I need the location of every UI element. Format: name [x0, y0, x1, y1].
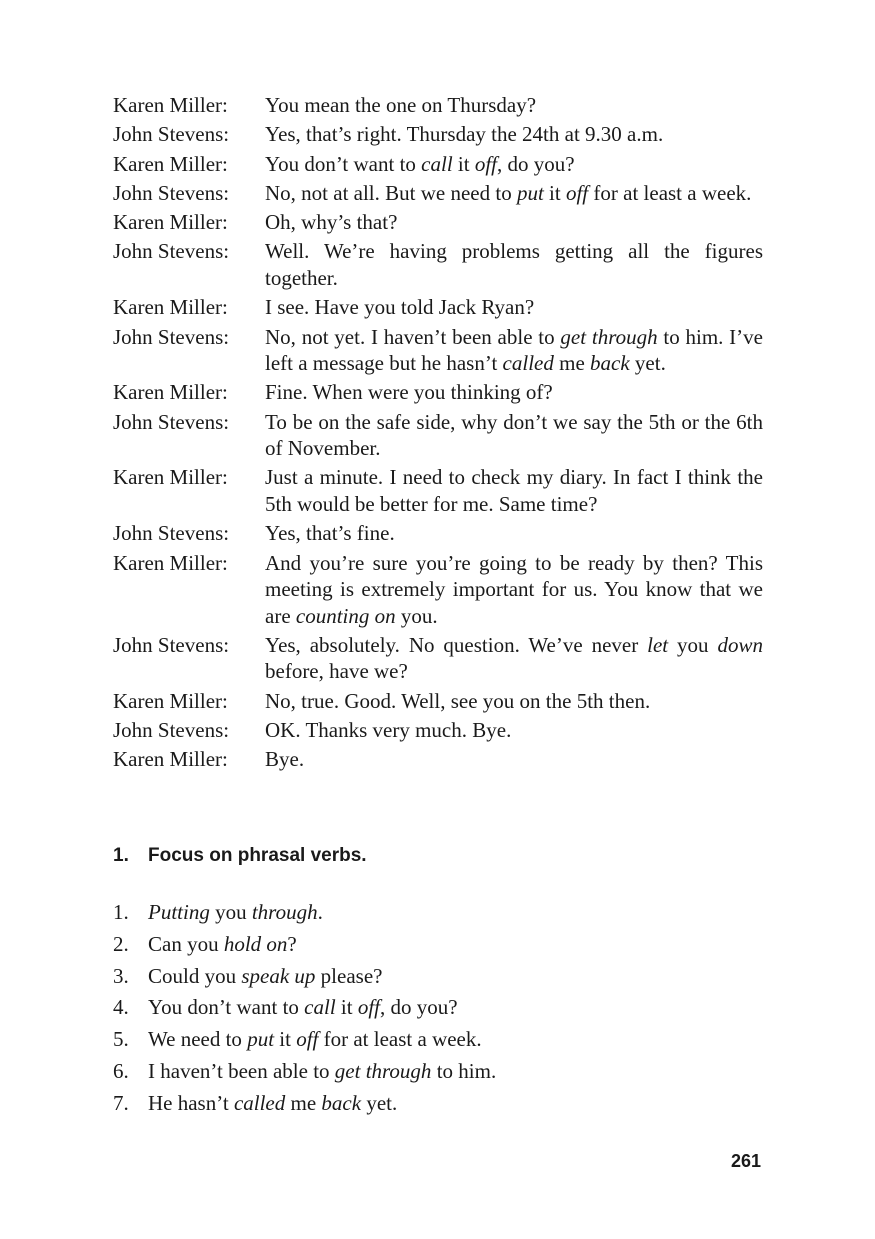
speaker-name: Karen Miller:: [113, 380, 228, 405]
phrasal-verb: Putting: [148, 900, 210, 924]
phrasal-verb: hold on: [223, 931, 288, 956]
text-segment: you: [668, 632, 718, 657]
phrasal-verb: get through: [560, 324, 658, 349]
speaker-name: John Stevens:: [113, 122, 230, 147]
text-segment: We need to: [148, 1027, 248, 1052]
text-segment: to him. I’ve left a message but he hasn’t: [265, 324, 763, 376]
speech-text: [265, 180, 763, 207]
text-segment: Well. We’re having problems getting all the figures together.: [265, 239, 763, 290]
item-text: [148, 1026, 482, 1053]
text-segment: you.: [395, 603, 438, 628]
text-segment: please?: [315, 963, 383, 988]
text-segment: You don’t want to: [148, 995, 305, 1020]
text-segment: Fine. When were you thinking of?: [265, 380, 553, 405]
speaker-name: John Stevens:: [113, 324, 230, 349]
phrasal-verb: get through: [334, 1058, 432, 1083]
dialogue-line: [113, 92, 763, 119]
exercise-item: [113, 1026, 496, 1053]
speaker-name: Karen Miller:: [113, 151, 228, 176]
text-segment: Yes, absolutely. No question. We’ve never: [265, 632, 648, 657]
dialogue-line: [113, 324, 763, 377]
dialogue: [113, 92, 763, 776]
speaker-name: Karen Miller:: [113, 465, 228, 490]
speech-text: [265, 409, 763, 462]
phrasal-verb: call: [304, 995, 336, 1020]
speaker-name: John Stevens:: [113, 180, 230, 205]
text-segment: to him.: [431, 1058, 497, 1083]
speaker-name: Karen Miller:: [113, 550, 228, 575]
dialogue-line: [113, 520, 763, 547]
phrasal-verb: called: [233, 1090, 286, 1115]
exercise-item: [113, 1090, 496, 1117]
item-number: 7.: [113, 1090, 129, 1115]
phrasal-verb: call: [421, 151, 453, 176]
speaker-name: John Stevens:: [113, 632, 230, 657]
speaker-name: John Stevens:: [113, 239, 230, 264]
item-text: [148, 931, 297, 958]
speech-text: [265, 550, 763, 630]
speech-text: [265, 92, 763, 119]
text-segment: you: [209, 900, 252, 924]
speaker-name: Karen Miller:: [113, 210, 228, 235]
dialogue-line: [113, 632, 763, 685]
text-segment: Could you: [148, 963, 242, 988]
text-segment: before, have we?: [265, 659, 408, 684]
text-segment: No, true. Good. Well, see you on the 5th then.: [265, 688, 651, 713]
dialogue-line: [113, 151, 763, 178]
speech-text: [265, 688, 763, 715]
item-number: 5.: [113, 1027, 129, 1052]
speech-text: [265, 294, 763, 321]
item-number: 3.: [113, 963, 129, 988]
speech-text: [265, 151, 763, 178]
dialogue-line: [113, 464, 763, 517]
text-segment: ?: [287, 931, 297, 956]
text-segment: it: [452, 151, 475, 176]
text-segment: No, not at all. But we need to: [265, 180, 517, 205]
speech-text: [265, 238, 763, 291]
dialogue-line: [113, 238, 763, 291]
text-segment: Yes, that’s fine.: [265, 521, 395, 546]
speech-text: [265, 379, 763, 406]
phrasal-verb: off: [474, 151, 498, 176]
speech-text: [265, 464, 763, 517]
phrasal-verb: counting on: [295, 603, 396, 628]
phrasal-verb: speak up: [241, 963, 316, 988]
item-text: [148, 1058, 496, 1085]
dialogue-line: [113, 209, 763, 236]
speaker-name: Karen Miller:: [113, 93, 228, 117]
phrasal-verb: called: [502, 351, 554, 376]
phrasal-verb: through: [251, 900, 318, 924]
section-number: 1.: [113, 845, 129, 866]
text-segment: for at least a week.: [318, 1027, 482, 1052]
speaker-name: Karen Miller:: [113, 747, 228, 772]
exercise-list: [113, 899, 496, 1122]
text-segment: , do you?: [497, 151, 575, 176]
item-text: [148, 994, 458, 1021]
item-text: [148, 899, 323, 926]
dialogue-line: [113, 550, 763, 630]
item-number: 1.: [113, 900, 129, 924]
text-segment: Yes, that’s right. Thursday the 24th at 9.30 a.m.: [265, 122, 664, 147]
dialogue-line: [113, 409, 763, 462]
page-number: 261: [730, 1151, 761, 1171]
text-segment: Can you: [148, 931, 224, 956]
text-segment: He hasn’t: [148, 1090, 234, 1115]
item-number: 6.: [113, 1058, 129, 1083]
dialogue-line: [113, 379, 763, 406]
phrasal-verb: down: [717, 632, 763, 657]
speech-text: [265, 520, 763, 547]
speech-text: [265, 746, 763, 773]
text-segment: To be on the safe side, why don’t we say the 5th or the 6th of November.: [265, 409, 763, 461]
speech-text: [265, 209, 763, 236]
dialogue-line: [113, 180, 763, 207]
dialogue-line: [113, 294, 763, 321]
speaker-name: John Stevens:: [113, 521, 230, 546]
text-segment: You don’t want to: [265, 151, 422, 176]
speaker-name: John Stevens:: [113, 717, 230, 742]
speaker-name: John Stevens:: [113, 409, 230, 434]
speech-text: [265, 717, 763, 744]
text-segment: yet.: [629, 351, 666, 376]
text-segment: me: [553, 351, 591, 376]
phrasal-verb: put: [516, 180, 544, 205]
item-number: 4.: [113, 995, 129, 1020]
dialogue-line: [113, 746, 763, 773]
text-segment: OK. Thanks very much. Bye.: [265, 717, 512, 742]
speech-text: [265, 324, 763, 377]
text-segment: And you’re sure you’re going to be ready by then? This meeting is extremely important for us. You know that we are: [265, 550, 763, 628]
text-segment: me: [285, 1090, 322, 1115]
item-text: [148, 963, 382, 990]
text-segment: I see. Have you told Jack Ryan?: [265, 295, 535, 320]
item-number: 2.: [113, 931, 129, 956]
speech-text: [265, 121, 763, 148]
speech-text: [265, 632, 763, 685]
dialogue-line: [113, 121, 763, 148]
speaker-name: Karen Miller:: [113, 295, 228, 320]
phrasal-verb: off: [565, 180, 589, 205]
item-text: [148, 1090, 397, 1117]
text-segment: Bye.: [265, 747, 305, 772]
phrasal-verb: back: [321, 1090, 362, 1115]
dialogue-line: [113, 688, 763, 715]
phrasal-verb: back: [590, 351, 630, 376]
text-segment: Just a minute. I need to check my diary. In fact I think the 5th would be better for me. Same time?: [265, 465, 763, 516]
text-segment: Oh, why’s that?: [265, 210, 398, 235]
text-segment: it: [274, 1027, 297, 1052]
text-segment: it: [335, 995, 358, 1020]
text-segment: You mean the one on Thursday?: [265, 93, 537, 117]
exercise-item: [113, 963, 496, 990]
text-segment: No, not yet. I haven’t been able to: [265, 324, 561, 349]
phrasal-verb: put: [247, 1027, 275, 1052]
text-segment: I haven’t been able to: [148, 1058, 335, 1083]
phrasal-verb: off: [357, 995, 381, 1020]
text-segment: for at least a week.: [588, 180, 752, 205]
section-title: Focus on phrasal verbs.: [148, 845, 367, 866]
text-segment: it: [543, 180, 566, 205]
text-segment: .: [317, 900, 323, 924]
section-heading: [113, 845, 367, 867]
text-segment: , do you?: [380, 995, 458, 1020]
exercise-item: [113, 994, 496, 1021]
exercise-item: [113, 1058, 496, 1085]
dialogue-line: [113, 717, 763, 744]
exercise-item: [113, 931, 496, 958]
phrasal-verb: off: [296, 1027, 319, 1052]
exercise-item: [113, 899, 496, 926]
phrasal-verb: let: [647, 632, 669, 657]
speaker-name: Karen Miller:: [113, 688, 228, 713]
text-segment: yet.: [361, 1090, 398, 1115]
